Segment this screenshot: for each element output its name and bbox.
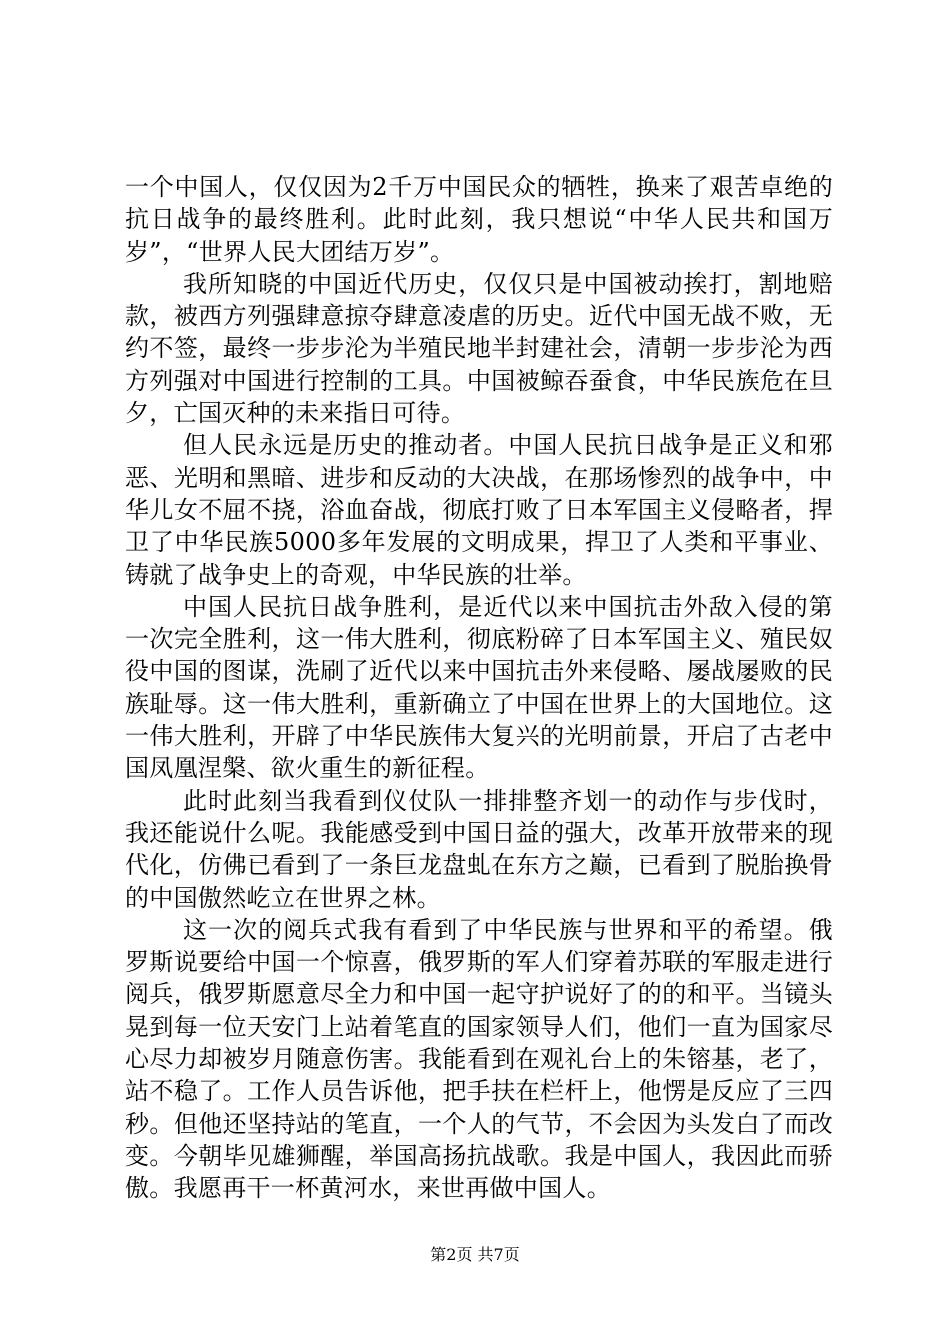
- paragraph-1: 一个中国人，仅仅因为2千万中国民众的牺牲，换来了艰苦卓绝的抗日战争的最终胜利。此时此刻，我只想说“中华人民共和国万岁”，“世界人民大团结万岁”。: [125, 173, 833, 266]
- paragraph-2: 我所知晓的中国近代历史，仅仅只是中国被动挨打，割地赔款，被西方列强肆意掠夺肆意凌虐的历史。近代中国无战不败，无约不签，最终一步步沦为半殖民地半封建社会，清朝一步步沦为西方列强对中国进行控制的工具。中国被鲸吞蚕食，中华民族危在旦夕，亡国灭种的未来指日可待。: [125, 269, 833, 428]
- paragraph-4: 中国人民抗日战争胜利，是近代以来中国抗击外敌入侵的第一次完全胜利，这一伟大胜利，彻底粉碎了日本军国主义、殖民奴役中国的图谋，洗刷了近代以来中国抗击外来侵略、屡战屡败的民族耻辱。这一伟大胜利，重新确立了中国在世界上的大国地位。这一伟大胜利，开辟了中华民族伟大复兴的光明前景，开启了古老中国凤凰涅槃、欲火重生的新征程。: [125, 592, 833, 783]
- document-body: [125, 171, 833, 1205]
- page-number-footer: 第2页 共7页: [430, 1245, 520, 1264]
- paragraph-6: 这一次的阅兵式我有看到了中华民族与世界和平的希望。俄罗斯说要给中国一个惊喜，俄罗斯的军人们穿着苏联的军服走进行阅兵，俄罗斯愿意尽全力和中国一起守护说好了的的和平。当镜头晃到每一位天安门上站着笔直的国家领导人们，他们一直为国家尽心尽力却被岁月随意伤害。我能看到在观礼台上的朱镕基，老了，站不稳了。工作人员告诉他，把手扶在栏杆上，他愣是反应了三四秒。但他还坚持站的笔直，一个人的气节，不会因为头发白了而改变。今朝毕见雄狮醒，举国高扬抗战歌。我是中国人，我因此而骄傲。我愿再干一杯黄河水，来世再做中国人。: [125, 915, 833, 1203]
- paragraph-5: 此时此刻当我看到仪仗队一排排整齐划一的动作与步伐时，我还能说什么呢。我能感受到中国日益的强大，改革开放带来的现代化，仿佛已看到了一条巨龙盘虬在东方之巅，已看到了脱胎换骨的中国傲然屹立在世界之林。: [125, 786, 833, 912]
- paragraph-3: 但人民永远是历史的推动者。中国人民抗日战争是正义和邪恶、光明和黑暗、进步和反动的大决战，在那场惨烈的战争中，中华儿女不屈不挠，浴血奋战，彻底打败了日本军国主义侵略者，捍卫了中华民族5000多年发展的文明成果，捍卫了人类和平事业、铸就了战争史上的奇观，中华民族的壮举。: [125, 431, 833, 589]
